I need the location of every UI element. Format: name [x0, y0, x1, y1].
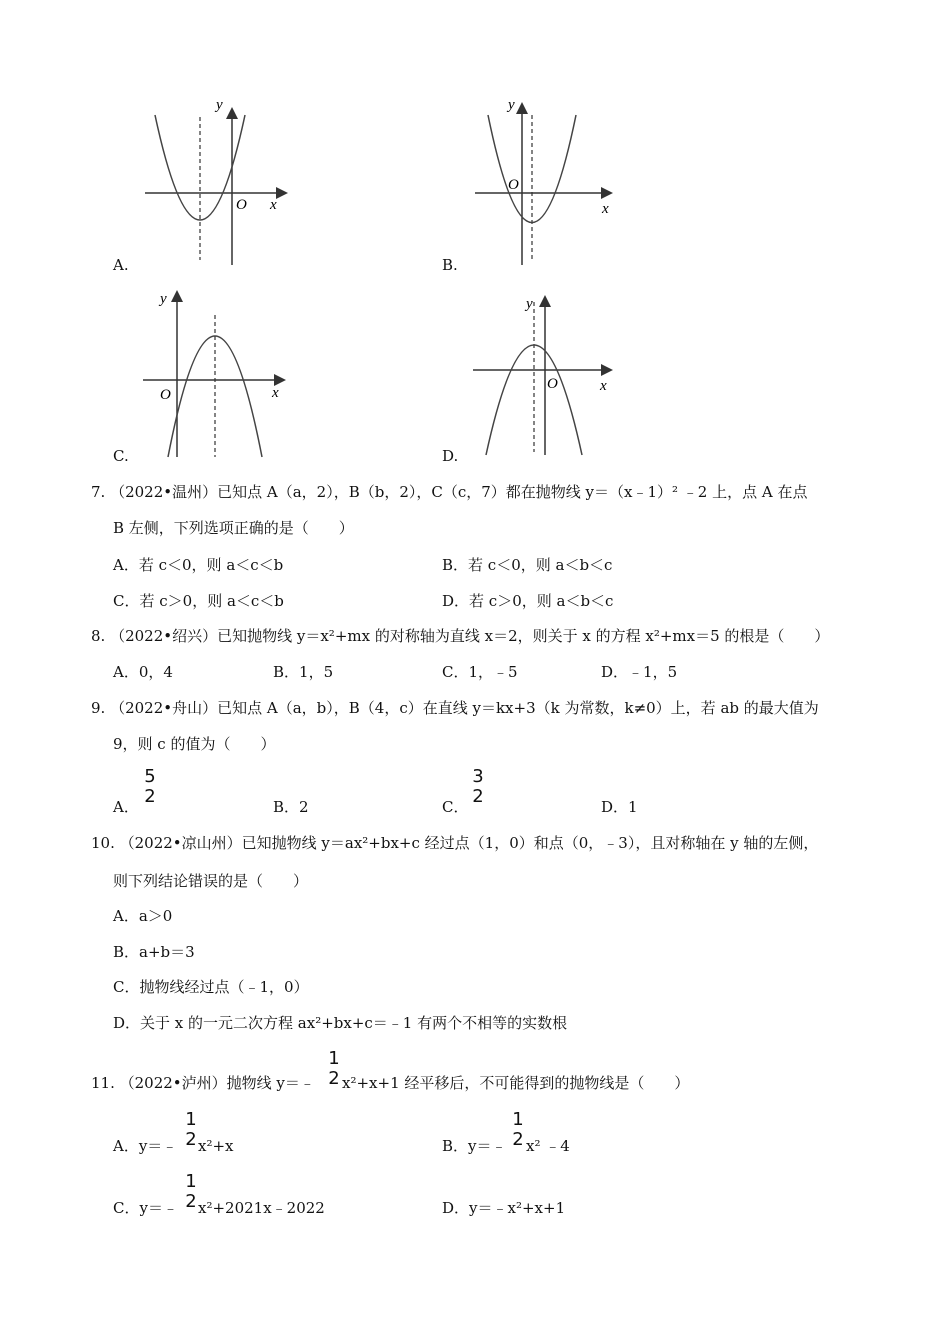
q7-option-a: A．若 c＜0，则 a＜c＜b — [113, 556, 284, 574]
graph-a — [140, 95, 300, 270]
q7-option-c: C．若 c＞0，则 a＜c＜b — [113, 592, 284, 610]
q9-option-b: B．2 — [273, 798, 309, 816]
q11-option-a-start: A．y＝﹣ — [113, 1137, 178, 1155]
graph-b — [470, 95, 630, 270]
option-b-label: B. — [442, 256, 458, 274]
q9-option-d: D．1 — [601, 798, 638, 816]
fraction-numerator: 1 — [185, 1171, 197, 1192]
q7-option-b: B．若 c＜0，则 a＜b＜c — [442, 556, 613, 574]
question-9-stem-cont: 9，则 c 的值为（ ） — [113, 735, 276, 753]
q9-option-c-fraction — [468, 767, 488, 807]
q10-option-a: A．a＞0 — [113, 907, 173, 925]
fraction-denominator: 2 — [185, 1191, 197, 1212]
origin-label: O — [508, 177, 519, 193]
fraction-numerator: 1 — [328, 1048, 340, 1069]
q8-option-d: D．﹣1，5 — [601, 663, 678, 681]
x-axis-label: x — [270, 197, 277, 213]
fraction-numerator: 3 — [472, 766, 484, 787]
question-9-stem: 9. （2022•舟山）已知点 A（a，b），B（4，c）在直线 y＝kx+3（k 为常数，k≠0）上，若 ab 的最大值为 — [91, 699, 819, 717]
q11-option-b-start: B．y＝﹣ — [442, 1137, 507, 1155]
y-axis-label: y — [216, 97, 223, 113]
parabola-curve — [168, 336, 262, 457]
origin-label: O — [547, 376, 558, 392]
fraction-denominator: 2 — [328, 1068, 340, 1089]
q8-option-b: B．1，5 — [273, 663, 334, 681]
q10-option-c: C．抛物线经过点（﹣1，0） — [113, 978, 309, 996]
q9-option-a-fraction — [140, 767, 160, 807]
fraction-denominator: 2 — [512, 1129, 524, 1150]
q10-option-b: B．a+b＝3 — [113, 943, 195, 961]
fraction-denominator: 2 — [144, 786, 156, 807]
fraction-numerator: 5 — [144, 766, 156, 787]
question-7-stem: 7. （2022•温州）已知点 A（a，2），B（b，2），C（c，7）都在抛物线 y＝（x﹣1）² ﹣2 上，点 A 在点 — [91, 483, 808, 501]
fraction-numerator: 1 — [512, 1109, 524, 1130]
q11-option-c-start: C．y＝﹣ — [113, 1199, 178, 1217]
q7-option-d: D．若 c＞0，则 a＜b＜c — [442, 592, 614, 610]
q11-option-c-end: x²+2021x﹣2022 — [198, 1199, 325, 1217]
origin-label: O — [160, 387, 171, 403]
x-axis-label: x — [600, 378, 607, 394]
question-7-stem-cont: B 左侧，下列选项正确的是（ ） — [113, 519, 354, 537]
option-c-label: C. — [113, 447, 129, 465]
y-axis-label: y — [508, 97, 515, 113]
q10-option-d: D．关于 x 的一元二次方程 ax²+bx+c＝﹣1 有两个不相等的实数根 — [113, 1014, 568, 1032]
graph-d — [470, 290, 630, 460]
q11-option-b-fraction — [509, 1110, 527, 1150]
q9-option-a: A． — [113, 798, 139, 816]
graph-c — [140, 285, 300, 460]
x-axis-label: x — [272, 385, 279, 401]
q9-option-c: C． — [442, 798, 469, 816]
fraction-denominator: 2 — [185, 1129, 197, 1150]
question-8-stem: 8. （2022•绍兴）已知抛物线 y＝x²+mx 的对称轴为直线 x＝2，则关于 x 的方程 x²+mx＝5 的根是（ ） — [91, 627, 830, 645]
x-axis-label: x — [602, 201, 609, 217]
y-axis-label: y — [526, 296, 533, 312]
y-axis-label: y — [160, 291, 167, 307]
q11-stem-fraction — [325, 1049, 343, 1089]
question-11-stem-start: 11. （2022•泸州）抛物线 y＝﹣ — [91, 1074, 315, 1092]
fraction-numerator: 1 — [185, 1109, 197, 1130]
question-11-stem-end: x²+x+1 经平移后，不可能得到的抛物线是（ ） — [342, 1074, 690, 1092]
q8-option-c: C．1，﹣5 — [442, 663, 518, 681]
option-a-label: A. — [113, 256, 129, 274]
q8-option-a: A．0，4 — [113, 663, 173, 681]
fraction-denominator: 2 — [472, 786, 484, 807]
q11-option-b-end: x² ﹣4 — [526, 1137, 570, 1155]
question-10-stem: 10. （2022•凉山州）已知抛物线 y＝ax²+bx+c 经过点（1，0）和点（0，﹣3），且对称轴在 y 轴的左侧， — [91, 834, 819, 852]
option-d-label: D. — [442, 447, 459, 465]
q11-option-a-end: x²+x — [198, 1137, 234, 1155]
origin-label: O — [236, 197, 247, 213]
q11-option-d: D．y＝﹣x²+x+1 — [442, 1199, 566, 1217]
question-10-stem-cont: 则下列结论错误的是（ ） — [113, 872, 309, 890]
